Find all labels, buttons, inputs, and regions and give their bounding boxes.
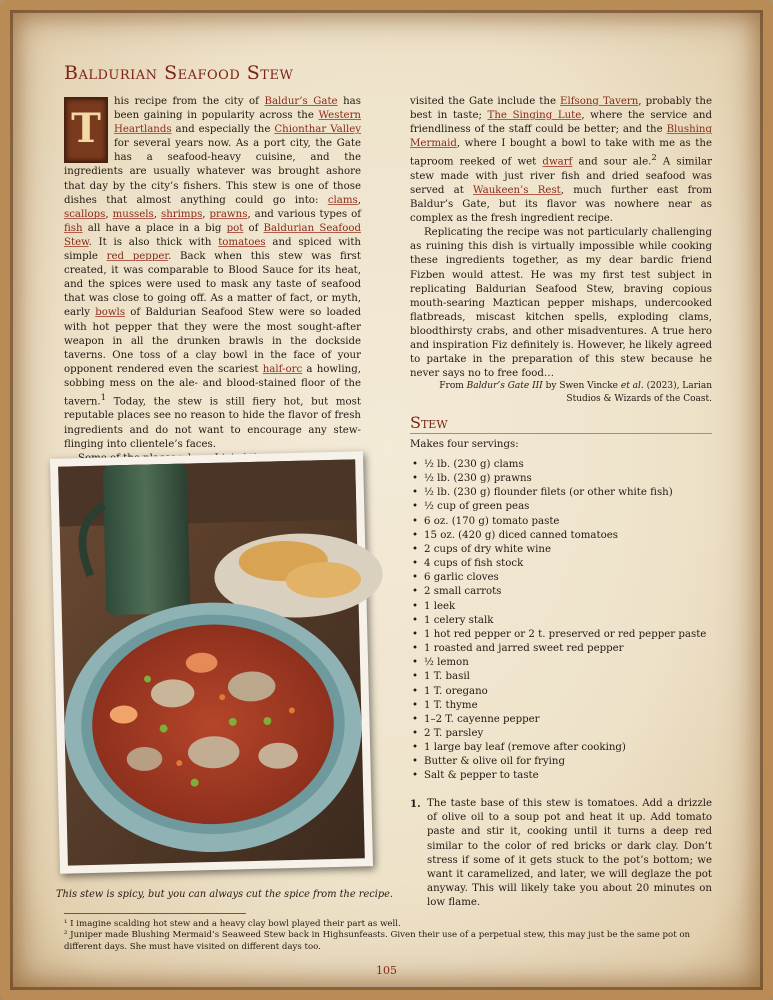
stew-photo-frame [50,451,373,874]
ingredient-item: • ½ lb. (230 g) prawns [410,472,712,486]
ingredient-item: • 2 T. parsley [410,727,712,741]
illuminated-dropcap: T [64,97,108,163]
ingredient-item: • 1 roasted and jarred sweet red pepper [410,642,712,656]
ingredient-item: • ½ cup of green peas [410,500,712,514]
ingredient-item: • 4 cups of fish stock [410,557,712,571]
stew-section-heading: Stew [410,413,712,434]
ingredient-item: • 1 T. thyme [410,699,712,713]
ingredient-item: • 6 oz. (170 g) tomato paste [410,515,712,529]
ingredient-item: • 15 oz. (420 g) diced canned tomatoes [410,529,712,543]
intro-paragraph-3: Replicating the recipe was not particularly challenging as ruining this dish is virtually impossible while cooking these ingredients together, as my dear bardic friend Fizben would attest. He was my first test subject in replicating Baldurian Seafood Stew, braving copious mouth-searing Maztican pepper mishaps, undercooked flatbreads, miscast kitchen spells, exploding clams, bloodthirsty crabs, and other misadventures. A true hero and inspiration Fiz definitely is. However, he likely agreed to partake in the preparation of this stew because he never says no to free food… [410,227,712,380]
step-1 [410,797,712,911]
intro-right-column [410,95,713,380]
ingredient-item: • 1 hot red pepper or 2 t. preserved or red pepper paste [410,628,712,642]
attribution-work: Baldur’s Gate III [466,381,543,391]
ingredient-item: • 1 celery stalk [410,614,712,628]
footnote-rule [64,913,246,914]
ingredient-item: • 1 large bay leaf (remove after cooking) [410,741,712,755]
photo-caption: This stew is spicy, but you can always cut the spice from the recipe. [56,889,394,900]
ingredient-item: • ½ lemon [410,656,712,670]
attribution: From Baldur’s Gate III by Swen Vincke et al. (2023), Larian Studios & Wizards of the Coast. [439,381,712,404]
intro-paragraph-2-cont: visited the Gate include the Elfsong Tavern, probably the best in taste; The Singing Lute, where the service and friendliness of the staff could be better; and the Blushing Mermaid, where I bought a bowl to take with me as the taproom reeked of wet dwarf and sour ale.$^2$ A similar stew made with just river fish and dried seafood was served at Waukeen’s Rest, much further east from Baldur’s Gate, but its flavor was nowhere near as complex as the fresh ingredient recipe. [410,96,713,225]
ingredient-list [410,458,712,784]
ingredient-item: • Salt & pepper to taste [410,769,712,783]
ingredient-item: • 1 T. oregano [410,685,712,699]
ingredient-item: • 1–2 T. cayenne pepper [410,713,712,727]
ingredient-item: • ½ lb. (230 g) clams [410,458,712,472]
step-text: The taste base of this stew is tomatoes. Add a drizzle of olive oil to a soup pot and heat it up. Add tomato paste and stir it, cooking until it turns a deep red similar to the color of red bricks or dark clay. Don’t stress if some of it gets stuck to the pot’s bottom; we want it caramelized, and later, we will deglaze the pot anyway. This will likely take you about 20 minutes on low flame. [427,798,712,909]
intro-paragraph-1: his recipe from the city of Baldur’s Gate has been gaining in popularity across the Western Heartlands and especially the Chionthar Valley for several years now. As a port city, the Gate has a seafood-heavy cuisine, and the ingredients are usually whatever was brought ashore that day by the city’s fishers. This stew is one of those dishes that almost anything could go into: clams, scallops, mussels, shrimps, prawns, and various types of fish all have a place in a big pot of Baldurian Seafood Stew. It is also thick with tomatoes and spiced with simple red pepper. Back when this stew was first created, it was comparable to Blood Sauce for its heat, and the spices were used to mask any taste of seafood that was close to going off. As a matter of fact, or myth, early bowls of Baldurian Seafood Stew were so loaded with hot pepper that they were the most sought-after weapon in all the drunken brawls in the dockside taverns. One toss of a clay bowl in the face of your opponent rendered even the scariest half-orc a howling, sobbing mess on the ale- and blood-stained floor of the tavern.$^1$ Today, the stew is still fiery hot, but most reputable places see no reason to hide the flavor of fresh ingredients and do not want to encourage any stew-flinging into clientele’s faces. [64,96,361,450]
intro-left-column [64,95,361,450]
ingredient-item: • 2 small carrots [410,585,712,599]
footnotes [64,919,714,953]
stew-bowl-illustration [58,459,365,865]
step-number: 1. [410,798,421,810]
ingredient-item: • 2 cups of dry white wine [410,543,712,557]
stew-photo [58,459,365,865]
ingredient-item: • 6 garlic cloves [410,571,712,585]
ingredient-item: • 1 leek [410,600,712,614]
footnote-2: ² Juniper made Blushing Mermaid’s Seaweed Stew back in Highsunfeasts. Given their use of a perpetual stew, this may just be the same pot on different days. She must have visited on different days too. [64,930,691,952]
page-number: 105 [376,964,397,977]
ingredient-item: • ½ lb. (230 g) flounder filets (or other white fish) [410,486,712,500]
page-title: Baldurian Seafood Stew [64,62,294,84]
ingredient-item: • Butter & olive oil for frying [410,755,712,769]
footnote-1: ¹ I imagine scalding hot stew and a heavy clay bowl played their part as well. [64,919,401,929]
ingredient-item: • 1 T. basil [410,670,712,684]
servings-line: Makes four servings: [410,439,519,450]
